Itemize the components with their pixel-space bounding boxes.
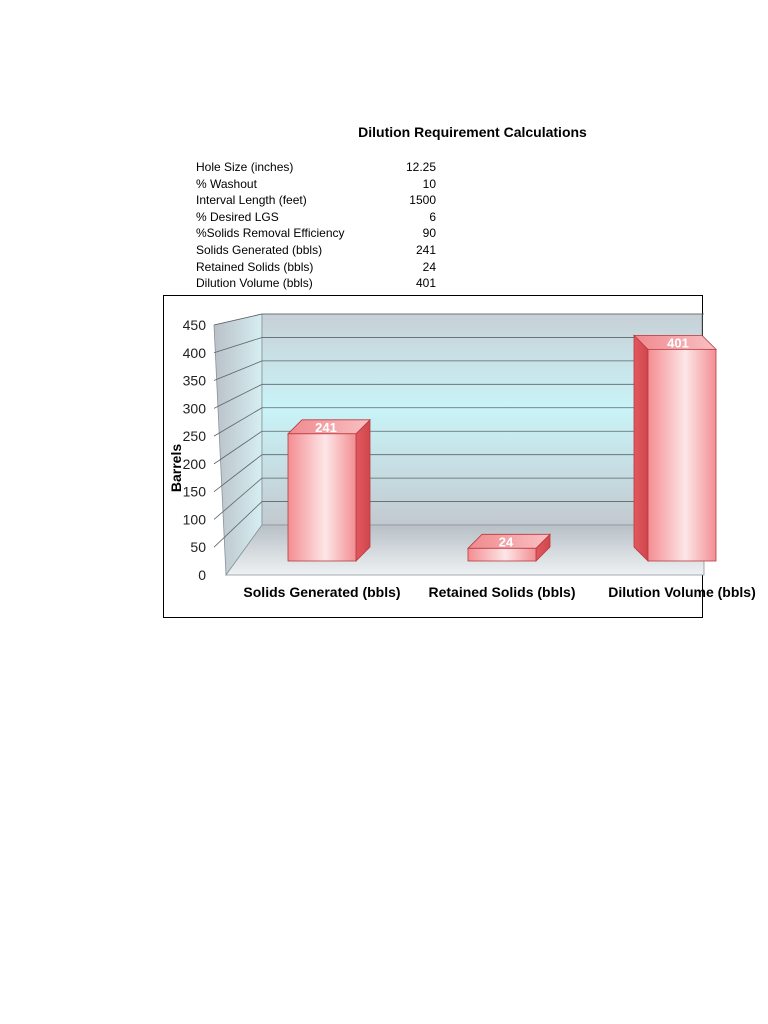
y-axis-ticks [183, 317, 207, 583]
param-value: 401 [415, 276, 436, 291]
bar-side [356, 420, 370, 561]
data-label: 241 [315, 419, 337, 435]
chart-container [163, 295, 756, 618]
param-label: Retained Solids (bbls) [196, 259, 314, 274]
param-row [196, 259, 436, 276]
param-value: 24 [422, 259, 436, 274]
param-row [196, 192, 436, 209]
y-tick-label: 450 [182, 317, 206, 333]
param-label: Solids Generated (bbls) [196, 242, 323, 257]
param-row [196, 242, 436, 259]
bar [468, 548, 536, 561]
y-tick-label: 300 [182, 400, 206, 417]
param-value: 10 [422, 176, 436, 191]
y-tick-label: 200 [182, 455, 206, 472]
param-row [196, 275, 436, 292]
param-label: % Desired LGS [196, 209, 279, 224]
param-value: 90 [422, 226, 436, 241]
bar-chart [164, 296, 756, 619]
y-tick-label: 350 [182, 372, 206, 389]
bar [648, 349, 716, 561]
param-row [196, 225, 436, 242]
parameter-table [196, 159, 436, 292]
bar-side [634, 335, 648, 561]
param-label: Dilution Volume (bbls) [196, 276, 313, 291]
bar [288, 434, 356, 561]
category-label: Retained Solids (bbls) [428, 584, 576, 600]
category-labels [243, 584, 755, 600]
category-label: Dilution Volume (bbls) [608, 584, 756, 600]
y-tick-label: 100 [182, 511, 206, 528]
param-value: 6 [429, 209, 436, 224]
param-row [196, 176, 436, 193]
param-label: % Washout [196, 176, 257, 191]
param-value: 1500 [409, 193, 436, 208]
param-row [196, 209, 436, 226]
data-label: 401 [667, 335, 689, 351]
param-value: 12.25 [405, 160, 436, 174]
y-axis-label: Barrels [168, 443, 184, 493]
y-tick-label: 50 [190, 539, 206, 556]
param-label: Interval Length (feet) [196, 193, 307, 208]
param-label: %Solids Removal Efficiency [196, 226, 345, 241]
page-title: Dilution Requirement Calculations [358, 124, 587, 140]
y-tick-label: 150 [182, 483, 206, 500]
data-label: 24 [498, 534, 514, 550]
param-row [196, 159, 436, 176]
category-label: Solids Generated (bbls) [243, 584, 401, 600]
y-tick-label: 400 [182, 344, 206, 361]
y-tick-label: 0 [198, 567, 206, 583]
y-tick-label: 250 [182, 428, 206, 445]
param-label: Hole Size (inches) [196, 160, 294, 174]
param-value: 241 [415, 242, 436, 257]
